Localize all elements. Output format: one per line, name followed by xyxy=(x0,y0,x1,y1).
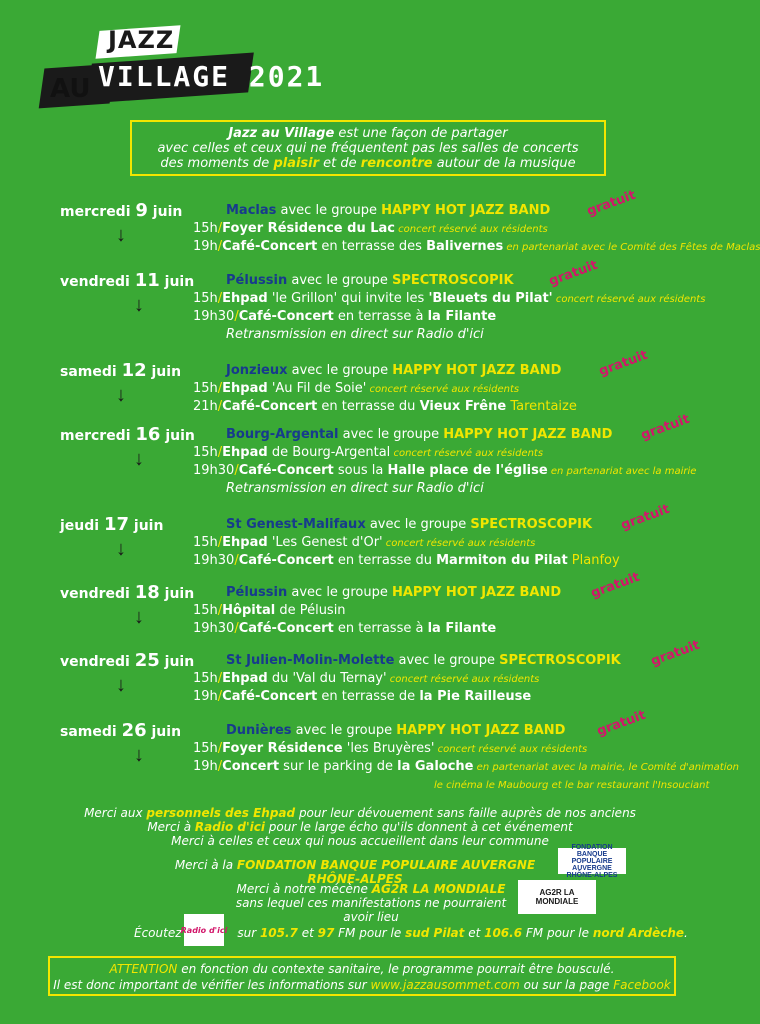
slash-separator: / xyxy=(217,221,223,236)
listen-text: FM pour le xyxy=(522,926,593,940)
fondation-logo-text: FONDATION BANQUE POPULAIRE AUVERGNE RHÔNE-ALPES xyxy=(566,843,618,879)
slot-venue: Café-Concert xyxy=(222,689,318,704)
event-slot xyxy=(193,221,548,236)
facebook-link[interactable]: Facebook xyxy=(613,978,671,992)
slot-time: 19h xyxy=(193,239,218,254)
slot-time: 15h xyxy=(193,445,218,460)
thanks-text: Merci à xyxy=(147,820,195,834)
slash-separator: / xyxy=(217,399,223,414)
frequency: 106.6 xyxy=(484,926,523,940)
event-date xyxy=(60,720,181,741)
slot-venue: Ehpad xyxy=(222,671,268,686)
event-header xyxy=(226,273,514,288)
free-badge: gratuit xyxy=(596,347,650,380)
slot-time: 19h30 xyxy=(193,553,235,568)
footer-text: Il est donc important de vérifier les informations sur xyxy=(53,978,371,992)
event-slot xyxy=(193,463,696,478)
thanks-highlight: FONDATION BANQUE POPULAIRE AUVERGNE RHÔNE-ALPES xyxy=(236,858,536,886)
slot-note: en partenariat avec la mairie, le Comité d'animation xyxy=(473,762,739,773)
event-day-number: 25 xyxy=(134,650,160,671)
slot-time: 19h30 xyxy=(193,309,235,324)
slot-detail: du 'Val du Ternay' xyxy=(267,671,387,686)
thanks-text: pour leur dévouement sans faille auprès de nos anciens xyxy=(295,806,636,820)
poster-title xyxy=(38,22,368,112)
slot-venue: Ehpad xyxy=(222,445,268,460)
slash-separator: / xyxy=(234,463,239,478)
event-date xyxy=(60,582,194,603)
slot-venue: Café-Concert xyxy=(238,309,334,324)
event-band: SPECTROSCOPIK xyxy=(391,273,514,288)
slot-note: concert réservé aux résidents xyxy=(382,538,536,549)
slot-venue-name: Balivernes xyxy=(426,239,504,254)
slot-detail: de Bourg-Argental xyxy=(267,445,391,460)
event-place: St Julien-Molin-Molette xyxy=(226,653,395,668)
event-month: juin xyxy=(133,518,164,534)
event-slot xyxy=(193,239,760,254)
event-slot xyxy=(193,553,620,568)
event-weekday: mercredi xyxy=(60,428,131,444)
event-slot xyxy=(193,445,543,460)
slot-time: 15h xyxy=(193,381,218,396)
radio-logo xyxy=(180,914,228,946)
slot-note: concert réservé aux résidents xyxy=(434,744,588,755)
slot-venue: Ehpad xyxy=(222,535,268,550)
slot-detail: en terrasse de xyxy=(317,689,420,704)
event-band: SPECTROSCOPIK xyxy=(499,653,621,668)
thanks-highlight: Radio d'ici xyxy=(194,820,265,834)
event-day-number: 16 xyxy=(135,424,161,445)
event-day-number: 9 xyxy=(135,200,148,221)
slot-note: concert réservé aux résidents xyxy=(366,384,520,395)
attention-label: ATTENTION xyxy=(109,962,178,976)
arrow-down-icon: ↓ xyxy=(116,674,126,696)
slash-separator: / xyxy=(234,309,239,324)
listen-text: et xyxy=(464,926,485,940)
slot-time: 15h xyxy=(193,221,218,236)
slash-separator: / xyxy=(217,741,223,756)
website-link[interactable]: www.jazzausommet.com xyxy=(370,978,520,992)
slot-venue: Café-Concert xyxy=(238,621,334,636)
thanks-text: Merci à celles et ceux qui nous accueillent dans leur commune xyxy=(171,834,549,848)
event-place: Dunières xyxy=(226,723,292,738)
event-place: Pélussin xyxy=(226,585,288,600)
event-slot xyxy=(193,399,577,414)
event-band: SPECTROSCOPIK xyxy=(470,517,593,532)
event-day-number: 18 xyxy=(134,582,160,603)
event-month: juin xyxy=(164,586,195,602)
title-jazz: JAZZ xyxy=(108,26,175,54)
event-date xyxy=(60,650,194,671)
arrow-down-icon: ↓ xyxy=(116,538,126,560)
event-header xyxy=(226,203,550,218)
slot-venue: Café-Concert xyxy=(238,463,334,478)
intro-highlight: rencontre xyxy=(360,156,433,171)
slot-time: 19h30 xyxy=(193,621,235,636)
slot-venue-name: la Galoche xyxy=(397,759,474,774)
event-date xyxy=(60,424,195,445)
slot-venue: Ehpad xyxy=(222,291,268,306)
slot-detail: en terrasse des xyxy=(317,239,427,254)
event-weekday: jeudi xyxy=(60,518,100,534)
free-badge: gratuit xyxy=(546,257,600,290)
slot-venue: Hôpital xyxy=(222,603,276,618)
slash-separator: / xyxy=(217,445,223,460)
event-date xyxy=(60,360,181,381)
slot-venue-name: la Filante xyxy=(427,309,497,324)
listen-text: FM pour le xyxy=(334,926,406,940)
event-slot xyxy=(193,535,535,550)
footer-text: en fonction du contexte sanitaire, le programme pourrait être bousculé. xyxy=(177,962,615,976)
event-date xyxy=(60,270,194,291)
event-day-number: 11 xyxy=(134,270,160,291)
slot-time: 19h xyxy=(193,759,218,774)
thanks-highlight: AG2R LA MONDIALE xyxy=(371,882,506,896)
slot-note: concert réservé aux résidents xyxy=(386,674,540,685)
arrow-down-icon: ↓ xyxy=(116,384,126,406)
intro-text: autour de la musique xyxy=(432,156,576,171)
thanks-text: Merci aux xyxy=(84,806,147,820)
broadcast-note: Retransmission en direct sur Radio d'ici xyxy=(226,481,484,496)
event-with: avec le groupe xyxy=(276,203,382,218)
event-slot xyxy=(193,741,587,756)
frequency: 105.7 xyxy=(259,926,298,940)
slot-detail: 'le Grillon' qui invite les xyxy=(267,291,429,306)
slot-detail: en terrasse à xyxy=(333,309,428,324)
free-badge: gratuit xyxy=(588,569,642,602)
slot-time: 15h xyxy=(193,291,218,306)
radio-logo-text: Radio d'ici xyxy=(180,925,228,935)
footer-notice xyxy=(48,956,676,996)
free-badge: gratuit xyxy=(618,501,672,534)
intro-highlight: Jazz au Village xyxy=(228,126,335,141)
event-date xyxy=(60,200,182,221)
listen-text: Écoutez xyxy=(134,926,182,940)
thanks-block xyxy=(60,806,660,848)
slot-venue-name: Halle place de l'église xyxy=(387,463,548,478)
event-with: avec le groupe xyxy=(291,723,397,738)
event-place: Jonzieux xyxy=(226,363,288,378)
thanks-highlight: personnels des Ehpad xyxy=(146,806,296,820)
slot-venue: Café-Concert xyxy=(238,553,334,568)
event-header xyxy=(226,585,561,600)
slot-venue: Café-Concert xyxy=(222,399,318,414)
slot-detail: sous la xyxy=(333,463,388,478)
slot-detail: 'Les Genest d'Or' xyxy=(267,535,383,550)
intro-box xyxy=(130,120,606,176)
frequency: 97 xyxy=(317,926,335,940)
slash-separator: / xyxy=(234,553,239,568)
event-with: avec le groupe xyxy=(394,653,500,668)
thanks-text: sans lequel ces manifestations ne pourraient avoir lieu xyxy=(235,896,507,924)
event-slot xyxy=(193,309,496,324)
slot-note: concert réservé aux résidents xyxy=(390,448,544,459)
slot-venue-name: Marmiton du Pilat xyxy=(436,553,568,568)
event-header xyxy=(226,427,612,442)
free-badge: gratuit xyxy=(648,637,702,670)
event-slot xyxy=(193,759,739,774)
event-place: Maclas xyxy=(226,203,277,218)
event-slot xyxy=(193,381,519,396)
thanks-text: pour le large écho qu'ils donnent à cet événement xyxy=(264,820,573,834)
arrow-down-icon: ↓ xyxy=(134,744,144,766)
slash-separator: / xyxy=(217,603,223,618)
event-weekday: mercredi xyxy=(60,204,131,220)
slot-note: en partenariat avec le Comité des Fêtes de Maclas xyxy=(503,242,760,253)
event-month: juin xyxy=(151,364,182,380)
slot-venue: Café-Concert xyxy=(222,239,318,254)
slot-note: concert réservé aux résidents xyxy=(552,294,706,305)
ag2r-logo xyxy=(518,880,596,914)
event-place: Bourg-Argental xyxy=(226,427,339,442)
event-slot xyxy=(193,621,496,636)
intro-text: est une façon de partager xyxy=(334,126,508,141)
slash-separator: / xyxy=(217,671,223,686)
slot-venue-name: Vieux Frêne xyxy=(419,399,507,414)
event-band: HAPPY HOT JAZZ BAND xyxy=(381,203,551,218)
slot-venue: Ehpad xyxy=(222,381,268,396)
slash-separator: / xyxy=(217,381,223,396)
event-band: HAPPY HOT JAZZ BAND xyxy=(443,427,613,442)
slot-venue-name: 'Bleuets du Pilat' xyxy=(428,291,553,306)
slash-separator: / xyxy=(217,291,223,306)
slot-venue: Concert xyxy=(222,759,280,774)
intro-text: des moments de xyxy=(160,156,274,171)
intro-text: et de xyxy=(319,156,361,171)
slot-detail: en terrasse du xyxy=(333,553,437,568)
slot-time: 19h30 xyxy=(193,463,235,478)
slot-venue: Foyer Résidence du Lac xyxy=(222,221,395,236)
event-weekday: vendredi xyxy=(60,654,130,670)
event-with: avec le groupe xyxy=(287,585,392,600)
event-header xyxy=(226,723,565,738)
slot-town: Planfoy xyxy=(567,553,620,568)
slot-detail: sur le parking de xyxy=(279,759,398,774)
intro-highlight: plaisir xyxy=(273,156,320,171)
event-slot xyxy=(193,603,346,618)
listen-text: et xyxy=(297,926,318,940)
slot-venue: Foyer Résidence xyxy=(222,741,343,756)
slot-time: 21h xyxy=(193,399,218,414)
slash-separator: / xyxy=(234,621,239,636)
slot-detail: de Pélusin xyxy=(275,603,346,618)
event-band: HAPPY HOT JAZZ BAND xyxy=(396,723,566,738)
slash-separator: / xyxy=(217,239,223,254)
intro-text: avec celles et ceux qui ne fréquentent pas les salles de concerts xyxy=(157,141,579,156)
event-place: St Genest-Malifaux xyxy=(226,517,366,532)
event-month: juin xyxy=(152,204,183,220)
arrow-down-icon: ↓ xyxy=(134,448,144,470)
ag2r-logo-text: AG2R LA MONDIALE xyxy=(535,888,579,906)
event-month: juin xyxy=(151,724,182,740)
broadcast-note: Retransmission en direct sur Radio d'ici xyxy=(226,327,484,342)
slot-detail: en terrasse à xyxy=(333,621,428,636)
slot-venue-name: la Filante xyxy=(427,621,497,636)
slot-detail: en terrasse du xyxy=(317,399,420,414)
slot-note: en partenariat avec la mairie xyxy=(547,466,697,477)
event-slot xyxy=(193,291,705,306)
event-place: Pélussin xyxy=(226,273,288,288)
event-slot xyxy=(193,671,539,686)
zone: sud Pilat xyxy=(405,926,465,940)
event-month: juin xyxy=(164,274,195,290)
event-band: HAPPY HOT JAZZ BAND xyxy=(392,363,562,378)
slot-time: 15h xyxy=(193,671,218,686)
event-slot xyxy=(193,689,531,704)
event-weekday: samedi xyxy=(60,724,117,740)
slot-time: 15h xyxy=(193,535,218,550)
listen-text: sur xyxy=(237,926,260,940)
event-month: juin xyxy=(164,654,195,670)
event-with: avec le groupe xyxy=(338,427,444,442)
thanks-text: Merci à la xyxy=(174,858,237,872)
free-badge: gratuit xyxy=(594,707,648,740)
slot-note: le cinéma le Maubourg et le bar restaurant l'Insouciant xyxy=(434,780,710,791)
fondation-logo xyxy=(558,843,626,879)
zone: nord Ardèche xyxy=(592,926,685,940)
slash-separator: / xyxy=(217,689,223,704)
event-with: avec le groupe xyxy=(287,273,392,288)
event-day-number: 17 xyxy=(103,514,130,535)
free-badge: gratuit xyxy=(584,187,638,220)
event-date xyxy=(60,514,163,535)
title-main: VILLAGE 2021 xyxy=(98,60,325,93)
footer-text: ou sur la page xyxy=(519,978,614,992)
event-with: avec le groupe xyxy=(365,517,471,532)
event-header xyxy=(226,517,592,532)
arrow-down-icon: ↓ xyxy=(134,606,144,628)
free-badge: gratuit xyxy=(638,411,692,444)
slot-time: 15h xyxy=(193,741,218,756)
slot-detail: 'les Bruyères' xyxy=(342,741,435,756)
event-weekday: vendredi xyxy=(60,274,130,290)
event-header xyxy=(226,363,561,378)
event-band: HAPPY HOT JAZZ BAND xyxy=(391,585,562,600)
slot-time: 15h xyxy=(193,603,218,618)
arrow-down-icon: ↓ xyxy=(134,294,144,316)
slash-separator: / xyxy=(217,535,223,550)
title-au: AU xyxy=(50,74,91,104)
thanks-text: Merci à notre mécène xyxy=(236,882,372,896)
slot-town: Tarentaize xyxy=(506,399,577,414)
thanks-ag2r xyxy=(226,882,516,924)
slot-note: concert réservé aux résidents xyxy=(394,224,548,235)
event-with: avec le groupe xyxy=(287,363,393,378)
slot-detail: 'Au Fil de Soie' xyxy=(267,381,367,396)
event-day-number: 12 xyxy=(121,360,147,381)
arrow-down-icon: ↓ xyxy=(116,224,126,246)
slash-separator: / xyxy=(217,759,223,774)
listen-line xyxy=(134,925,688,940)
event-weekday: vendredi xyxy=(60,586,130,602)
slot-time: 19h xyxy=(193,689,218,704)
listen-text: . xyxy=(684,926,688,940)
event-day-number: 26 xyxy=(121,720,147,741)
event-month: juin xyxy=(165,428,195,444)
event-header xyxy=(226,653,621,668)
event-weekday: samedi xyxy=(60,364,117,380)
slot-venue-name: la Pie Railleuse xyxy=(419,689,532,704)
